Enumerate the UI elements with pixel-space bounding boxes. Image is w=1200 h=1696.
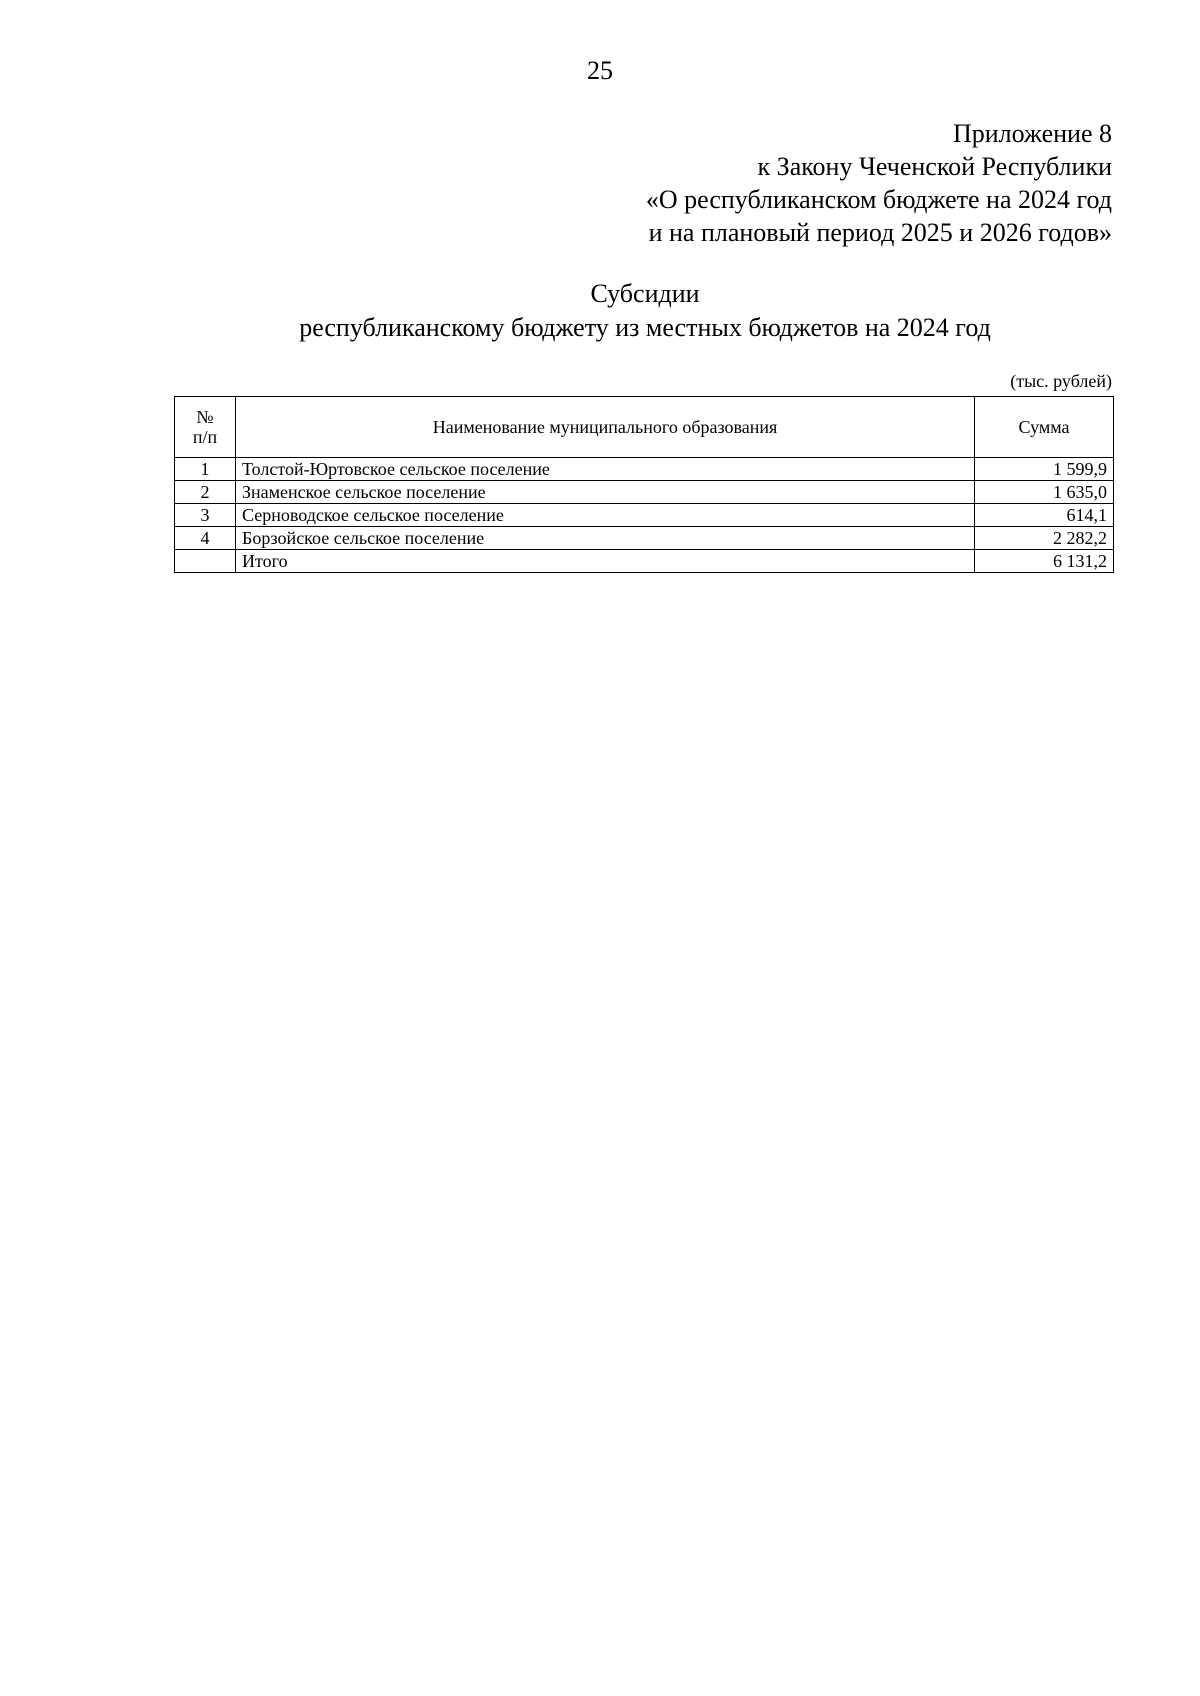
- table-row: [175, 458, 1114, 481]
- row-sum: 1 599,9: [975, 458, 1114, 481]
- title-line: республиканскому бюджету из местных бюджетов на 2024 год: [299, 313, 991, 342]
- row-name: Толстой-Юртовское сельское поселение: [236, 458, 975, 481]
- row-number: 1: [175, 458, 236, 481]
- header-number-symbol: №: [196, 407, 214, 427]
- units-label: (тыс. рублей): [1010, 371, 1112, 391]
- appendix-line: «О республиканском бюджете на 2024 год: [645, 185, 1112, 214]
- table-row: [175, 527, 1114, 550]
- header-number-abbr: п/п: [192, 427, 218, 447]
- appendix-line: и на плановый период 2025 и 2026 годов»: [648, 218, 1112, 247]
- header-number: [175, 397, 236, 458]
- title-line: Субсидии: [590, 279, 700, 308]
- document-title: [0, 277, 1200, 345]
- header-name: Наименование муниципального образования: [236, 397, 975, 458]
- total-sum: 6 131,2: [975, 550, 1114, 573]
- row-name: Знаменское сельское поселение: [236, 481, 975, 504]
- table-header-row: [175, 397, 1114, 458]
- row-sum: 614,1: [975, 504, 1114, 527]
- table-row: [175, 481, 1114, 504]
- appendix-header: [412, 117, 1112, 249]
- row-number: 3: [175, 504, 236, 527]
- row-name: Борзойское сельское поселение: [236, 527, 975, 550]
- total-number-empty: [175, 550, 236, 573]
- table-row: [175, 504, 1114, 527]
- appendix-line: Приложение 8: [952, 119, 1112, 148]
- total-label: Итого: [236, 550, 975, 573]
- table-total-row: [175, 550, 1114, 573]
- row-number: 4: [175, 527, 236, 550]
- page-number: 25: [587, 56, 613, 85]
- row-sum: 1 635,0: [975, 481, 1114, 504]
- row-number: 2: [175, 481, 236, 504]
- header-sum: Сумма: [975, 397, 1114, 458]
- appendix-line: к Закону Чеченской Республики: [757, 152, 1112, 181]
- subsidies-table: [174, 396, 1114, 573]
- row-name: Серноводское сельское поселение: [236, 504, 975, 527]
- row-sum: 2 282,2: [975, 527, 1114, 550]
